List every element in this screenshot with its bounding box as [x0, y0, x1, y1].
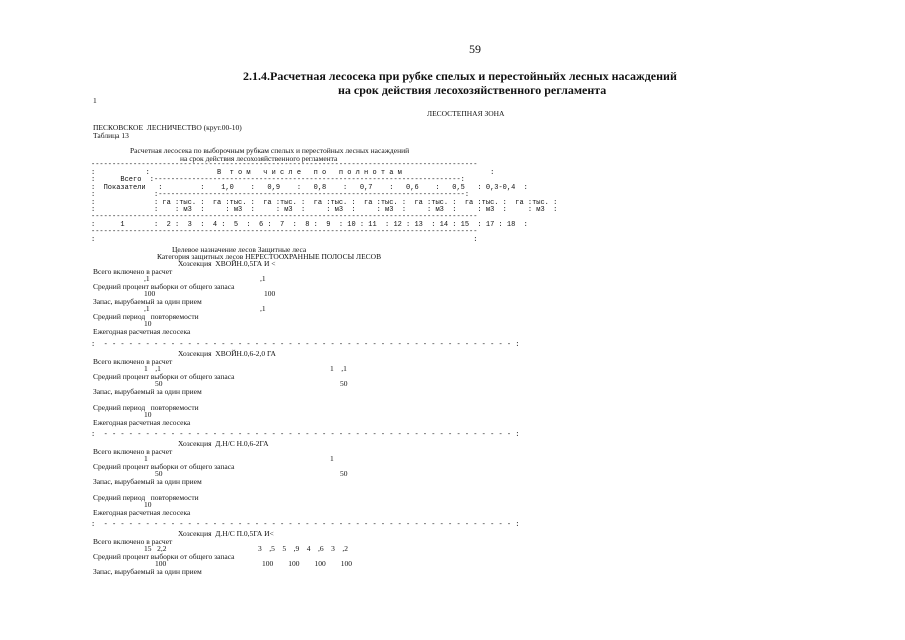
value-percent-a: 50	[155, 469, 163, 478]
header-row-6: : : : м3 : : м3 : : м3 : : м3 : : м3 : : м3 : : м3 : : м3 :	[91, 206, 558, 214]
row-label-stock: Запас, вырубаемый за один прием	[93, 477, 202, 486]
row-label-percent: Средний процент выборки от общего запаса	[93, 462, 235, 471]
page-number: 59	[469, 42, 481, 56]
header-row-8: : :	[91, 236, 478, 244]
value-total-a: 1 ,1	[144, 364, 161, 373]
row-label-annual: Ежегодная расчетная лесосека	[93, 327, 191, 336]
row-label-stock: Запас, вырубаемый за один прием	[93, 567, 202, 576]
zone-label: ЛЕСОСТЕПНАЯ ЗОНА	[427, 109, 505, 118]
section-divider: : - - - - - - - - - - - - - - - - - - - - - - - - - - - - - - - - - - - - - - - - - - - - - - - - - :	[91, 521, 520, 529]
row-label-percent: Средний процент выборки от общего запаса	[93, 282, 235, 291]
row-label-total: Всего включено в расчет	[93, 267, 173, 276]
header-rule-mid: --------------------------------------------------------------------------------------------	[91, 213, 478, 221]
table-label: Таблица 13	[93, 131, 129, 140]
row-label-total: Всего включено в расчет	[93, 447, 173, 456]
value-total-b: 1 ,1	[330, 364, 347, 373]
header-row-2: : Всего :-------------------------------------------------------------------------:	[91, 176, 465, 184]
row-label-percent: Средний процент выборки от общего запаса	[93, 372, 235, 381]
row-label-total: Всего включено в расчет	[93, 537, 173, 546]
category-label: Категория защитных лесов НЕРЕСТООХРАННЫЕ ПОЛОСЫ ЛЕСОВ	[157, 252, 382, 261]
row-label-annual: Ежегодная расчетная лесосека	[93, 508, 191, 517]
value-percent-a: 100	[144, 289, 156, 298]
header-row-5: : : га :тыс. : га :тыс. : га :тыс. : га :тыс. : га :тыс. : га :тыс. : га :тыс. : га :тыс. :	[91, 199, 558, 207]
section-divider: : - - - - - - - - - - - - - - - - - - - - - - - - - - - - - - - - - - - - - - - - - - - - - - - - - :	[91, 341, 520, 349]
section-divider: : - - - - - - - - - - - - - - - - - - - - - - - - - - - - - - - - - - - - - - - - - - - - - - - - - :	[91, 431, 520, 439]
section-title: Хозсекция ХВОЙН.0,5ГА И <	[178, 259, 276, 268]
header-row-1: : : В т о м ч и с л е п о п о л н о т а м :	[91, 169, 495, 177]
value-total-b: 1	[330, 454, 334, 463]
value-period: 10	[144, 319, 152, 328]
value-percent-b: 50	[340, 469, 348, 478]
value-percent-b: 100 100 100 100	[262, 559, 352, 568]
row-label-stock: Запас, вырубаемый за один прием	[93, 297, 202, 306]
header-row-3: : Показатели : : 1,0 : 0,9 : 0,8 : 0,7 : 0,6 : 0,5 : 0,3-0,4 :	[91, 184, 528, 192]
value-stock-b: ,1	[260, 304, 266, 313]
value-stock-a: ,1	[144, 304, 150, 313]
row-label-total: Всего включено в расчет	[93, 357, 173, 366]
header-row-7: : 1 : 2 : 3 : 4 : 5 : 6 : 7 : 8 : 9 : 10 : 11 : 12 : 13 : 14 : 15 : 17 : 18 :	[91, 221, 528, 229]
value-total-b: ,1	[260, 274, 266, 283]
purpose-label: Целевое назначение лесов Защитные леса	[172, 245, 307, 254]
section-title: Хозсекция Д.Н/С Н.0,6-2ГА	[178, 439, 269, 448]
forestry-name: ПЕСКОВСКОЕ ЛЕСНИЧЕСТВО (крут.00-10)	[93, 123, 242, 132]
value-percent-b: 50	[340, 379, 348, 388]
table-title-line-2: на срок действия лесохозяйственного регламента	[180, 154, 338, 163]
value-percent-a: 100	[155, 559, 167, 568]
header-row-4: : :-------------------------------------------------------------------------:	[91, 191, 470, 199]
row-label-annual: Ежегодная расчетная лесосека	[93, 418, 191, 427]
row-label-period: Средний период повторяемости	[93, 312, 199, 321]
value-percent-a: 50	[155, 379, 163, 388]
section-title: Хозсекция ХВОЙН.0,6-2,0 ГА	[178, 349, 276, 358]
marker-1: 1	[93, 96, 97, 105]
header-rule-top: --------------------------------------------------------------------------------------------	[91, 161, 478, 169]
value-total-a: 1	[144, 454, 148, 463]
row-label-percent: Средний процент выборки от общего запаса	[93, 552, 235, 561]
header-rule-bot: --------------------------------------------------------------------------------------------	[91, 228, 478, 236]
heading-line-1: 2.1.4.Расчетная лесосека при рубке спелых и перестойныйх лесных насаждений	[243, 69, 677, 83]
row-label-period: Средний период повторяемости	[93, 493, 199, 502]
section-title: Хозсекция Д.Н/С П.0,5ГА И<	[178, 529, 274, 538]
value-period: 10	[144, 500, 152, 509]
value-total-b: 3 ,5 5 ,9 4 ,6 3 ,2	[258, 544, 348, 553]
heading-line-2: на срок действия лесохозяйственного регламента	[338, 83, 607, 97]
value-percent-b: 100	[264, 289, 276, 298]
value-total-a: ,1	[144, 274, 150, 283]
value-period: 10	[144, 410, 152, 419]
table-title-line-1: Расчетная лесосека по выборочным рубкам спелых и перестойных лесных насаждений	[130, 146, 410, 155]
row-label-period: Средний период повторяемости	[93, 403, 199, 412]
row-label-stock: Запас, вырубаемый за один прием	[93, 387, 202, 396]
value-total-a: 15 2,2	[144, 544, 167, 553]
